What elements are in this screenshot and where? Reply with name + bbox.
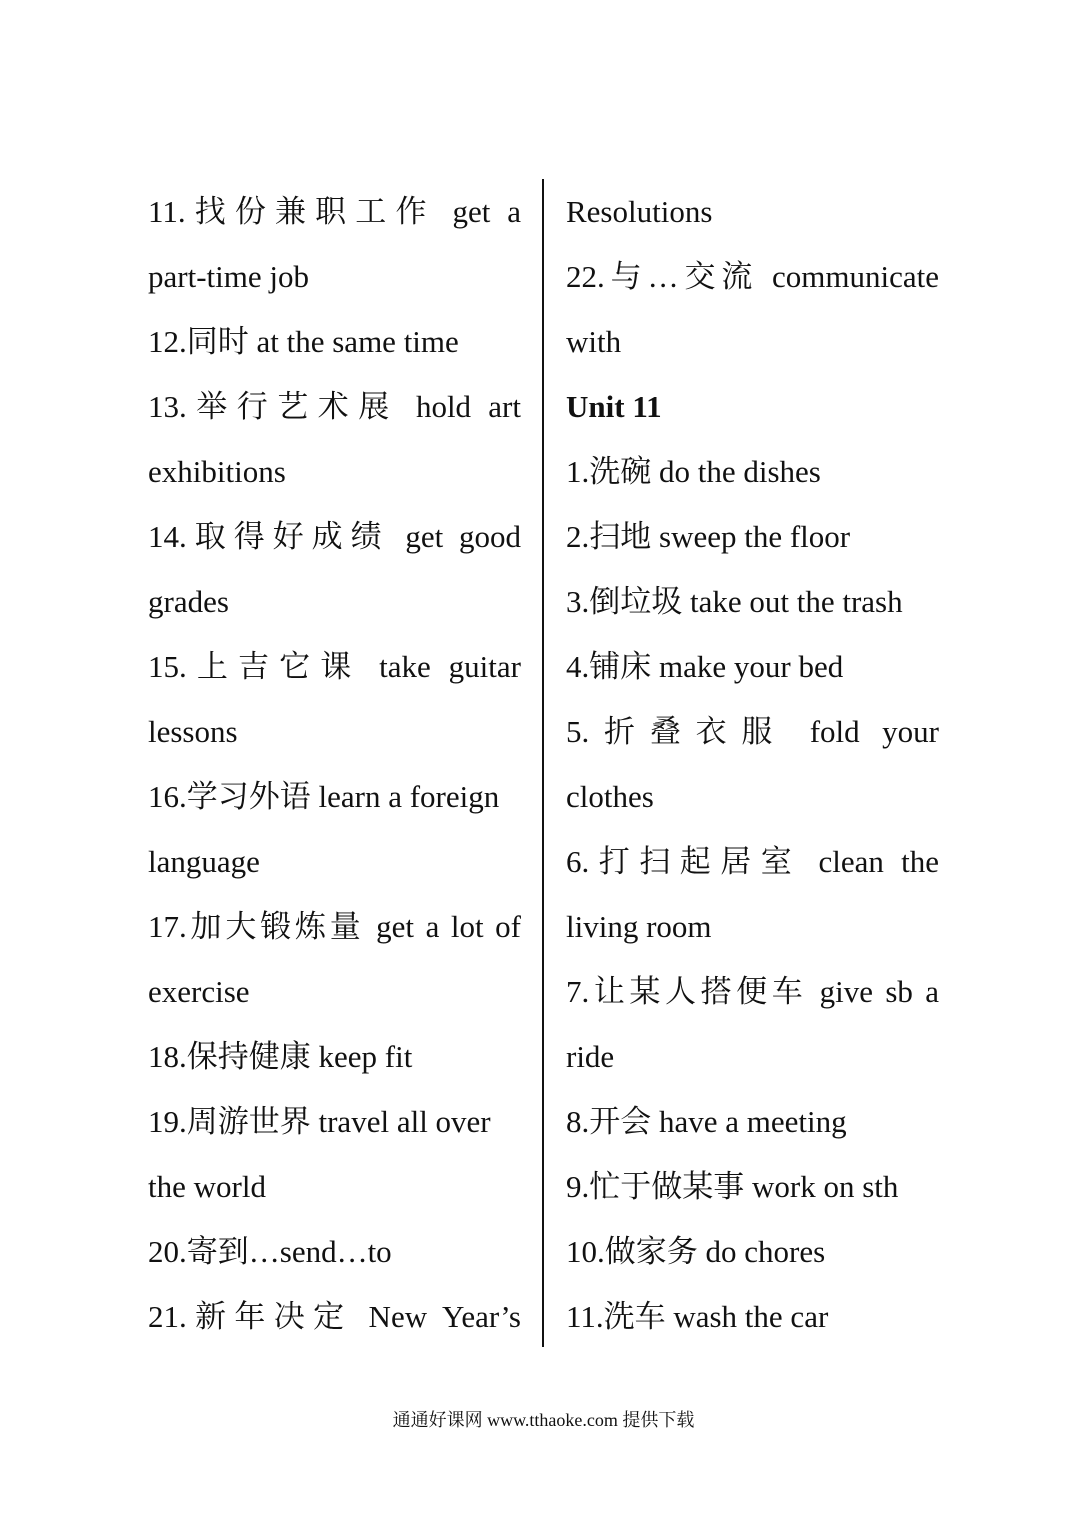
vocab-line: 2.扫地 sweep the floor (566, 519, 851, 554)
vocab-line: 21.新年决定 New Year’s (148, 1299, 521, 1334)
vocab-line: lessons (148, 714, 238, 749)
vocab-line: living room (566, 909, 712, 944)
vocab-line: 17.加大锻炼量 get a lot of (148, 909, 521, 944)
vocab-line: 18.保持健康 keep fit (148, 1039, 413, 1074)
vocab-line: 7.让某人搭便车 give sb a (566, 974, 939, 1009)
column-divider (542, 179, 544, 1347)
vocab-line: 11.洗车 wash the car (566, 1299, 829, 1334)
vocab-line: 12.同时 at the same time (148, 324, 459, 359)
vocab-line: 11.找份兼职工作 get a (148, 194, 521, 229)
vocab-line: 14.取得好成绩 get good (148, 519, 521, 554)
vocab-line: 19.周游世界 travel all over (148, 1104, 491, 1139)
vocab-line: 8.开会 have a meeting (566, 1104, 847, 1139)
vocab-line: part-time job (148, 259, 309, 294)
vocab-line: 9.忙于做某事 work on sth (566, 1169, 899, 1204)
vocab-line: exhibitions (148, 454, 286, 489)
vocab-line: 6.打扫起居室 clean the (566, 844, 939, 879)
vocab-line: 3.倒垃圾 take out the trash (566, 584, 903, 619)
vocab-line: ride (566, 1039, 615, 1074)
left-column (148, 179, 521, 1349)
vocab-line: clothes (566, 779, 654, 814)
vocab-line: 4.铺床 make your bed (566, 649, 844, 684)
vocab-line: the world (148, 1169, 266, 1204)
vocab-line: exercise (148, 974, 250, 1009)
vocab-line: 22.与…交流 communicate (566, 259, 939, 294)
vocab-line: grades (148, 584, 229, 619)
vocab-line: language (148, 844, 260, 879)
vocab-line: 1.洗碗 do the dishes (566, 454, 821, 489)
vocab-line: 20.寄到…send…to (148, 1234, 392, 1269)
vocab-line: 13.举行艺术展 hold art (148, 389, 521, 424)
vocab-line: with (566, 324, 622, 359)
vocab-line: Resolutions (566, 194, 713, 229)
vocab-line: 10.做家务 do chores (566, 1234, 826, 1269)
vocab-line: 15.上吉它课 take guitar (148, 649, 521, 684)
unit-heading: Unit 11 (566, 389, 662, 424)
footer-credit: 通通好课网 www.tthaoke.com 提供下载 (392, 1410, 695, 1430)
right-column (566, 179, 939, 1349)
vocab-line: 16.学习外语 learn a foreign (148, 779, 500, 814)
vocab-line: 5.折叠衣服 fold your (566, 714, 939, 749)
